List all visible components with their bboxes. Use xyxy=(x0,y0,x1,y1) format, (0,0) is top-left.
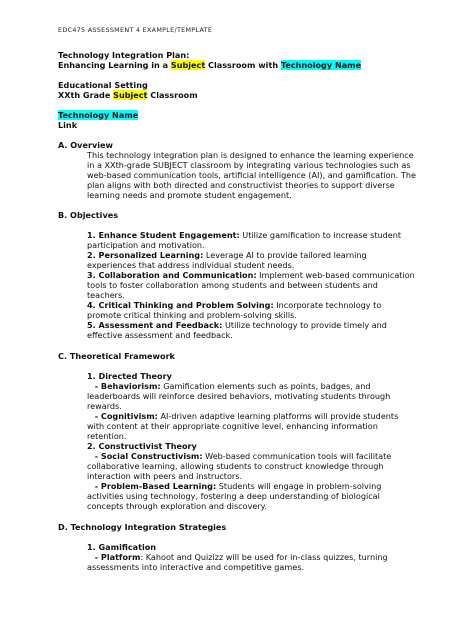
objective-label: 5. Assessment and Feedback: xyxy=(87,320,223,330)
objective-label: 2. Personalized Learning: xyxy=(87,250,204,260)
objective-item xyxy=(87,300,418,320)
pbl-text: Students will engage in problem-solving activities using technology, fostering a deep understanding of biological concepts through exploration and discovery. xyxy=(87,481,382,511)
setting-heading: Educational Setting xyxy=(58,80,148,90)
gamification-heading: 1. Gamification xyxy=(87,542,157,552)
behaviorism-text: Gamification elements such as points, badges, and leaderboards will reinforce desired behaviors, motivating students through rewards. xyxy=(87,381,391,411)
overview-heading: A. Overview xyxy=(58,140,113,150)
objective-label: 4. Critical Thinking and Problem Solving: xyxy=(87,300,274,310)
subject-highlight: Subject xyxy=(170,60,206,70)
technology-name-highlight: Technology Name xyxy=(280,60,362,70)
tech-name-line xyxy=(58,110,418,120)
objective-label: 3. Collaboration and Communication: xyxy=(87,270,257,280)
objective-label: 1. Enhance Student Engagement: xyxy=(87,230,240,240)
platform-label: - Platform xyxy=(94,552,141,562)
tech-link[interactable]: Link xyxy=(58,120,78,130)
objective-item xyxy=(87,250,418,270)
setting-post: Classroom xyxy=(147,90,198,100)
document-body xyxy=(58,50,418,572)
platform-item xyxy=(87,552,418,572)
directed-theory: 1. Directed Theory xyxy=(87,371,172,381)
objective-item xyxy=(87,230,418,250)
setting-pre: XXth Grade xyxy=(58,90,114,100)
objectives-heading: B. Objectives xyxy=(58,210,119,220)
objective-item xyxy=(87,270,418,300)
title-line-2-pre: Enhancing Learning in a xyxy=(58,60,171,70)
behaviorism-label: - Behaviorism: xyxy=(94,381,161,391)
title-line-2-mid: Classroom with xyxy=(205,60,281,70)
social-item xyxy=(87,451,418,481)
page-header: EDC475 ASSESSMENT 4 EXAMPLE/TEMPLATE xyxy=(58,26,213,34)
objective-text: Incorporate technology to promote critical thinking and problem-solving skills. xyxy=(87,300,382,320)
social-label: - Social Constructivism: xyxy=(94,451,203,461)
objective-item xyxy=(87,320,418,340)
cognitivism-text: AI-driven adaptive learning platforms will provide students with content at their appropriate cognitive level, enhancing information retention. xyxy=(87,411,399,441)
platform-text: : Kahoot and Quizizz will be used for in-class quizzes, turning assessments into interactive and competitive games. xyxy=(87,552,388,572)
cognitivism-label: - Cognitivism: xyxy=(94,411,158,421)
title-line-1: Technology Integration Plan: xyxy=(58,50,190,60)
constructivist-theory: 2. Constructivist Theory xyxy=(87,441,197,451)
title-line-2 xyxy=(58,60,418,70)
pbl-label: - Problem-Based Learning: xyxy=(94,481,217,491)
cognitivism-item xyxy=(87,411,418,441)
strategies-heading: D. Technology Integration Strategies xyxy=(58,522,227,532)
objective-text: Utilize technology to provide timely and effective assessment and feedback. xyxy=(87,320,387,340)
tech-name-highlight: Technology Name xyxy=(58,110,139,120)
pbl-item xyxy=(87,481,418,511)
setting-line xyxy=(58,90,418,100)
strategies-list xyxy=(58,542,418,572)
framework-list xyxy=(58,371,418,511)
behaviorism-item xyxy=(87,381,418,411)
objectives-list xyxy=(58,230,418,340)
objective-text: Implement web-based communication tools to foster collaboration among students and between students and teachers. xyxy=(87,270,415,300)
objective-text: Utilize gamification to increase student participation and motivation. xyxy=(87,230,402,250)
framework-heading: C. Theoretical Framework xyxy=(58,351,175,361)
objective-text: Leverage AI to provide tailored learning experiences that address individual student needs. xyxy=(87,250,367,270)
setting-subject-highlight: Subject xyxy=(113,90,148,100)
social-text: Web-based communication tools will facilitate collaborative learning, allowing students to construct knowledge through interaction with peers and instructors. xyxy=(87,451,392,481)
overview-text: This technology integration plan is designed to enhance the learning experience in a XXth-grade SUBJECT classroom by integrating various technologies such as web-based communication tools, artificial intelligence (AI), and gamification. The plan aligns with both directed and constructivist theories to support diverse learning needs and promote student engagement. xyxy=(87,150,416,200)
